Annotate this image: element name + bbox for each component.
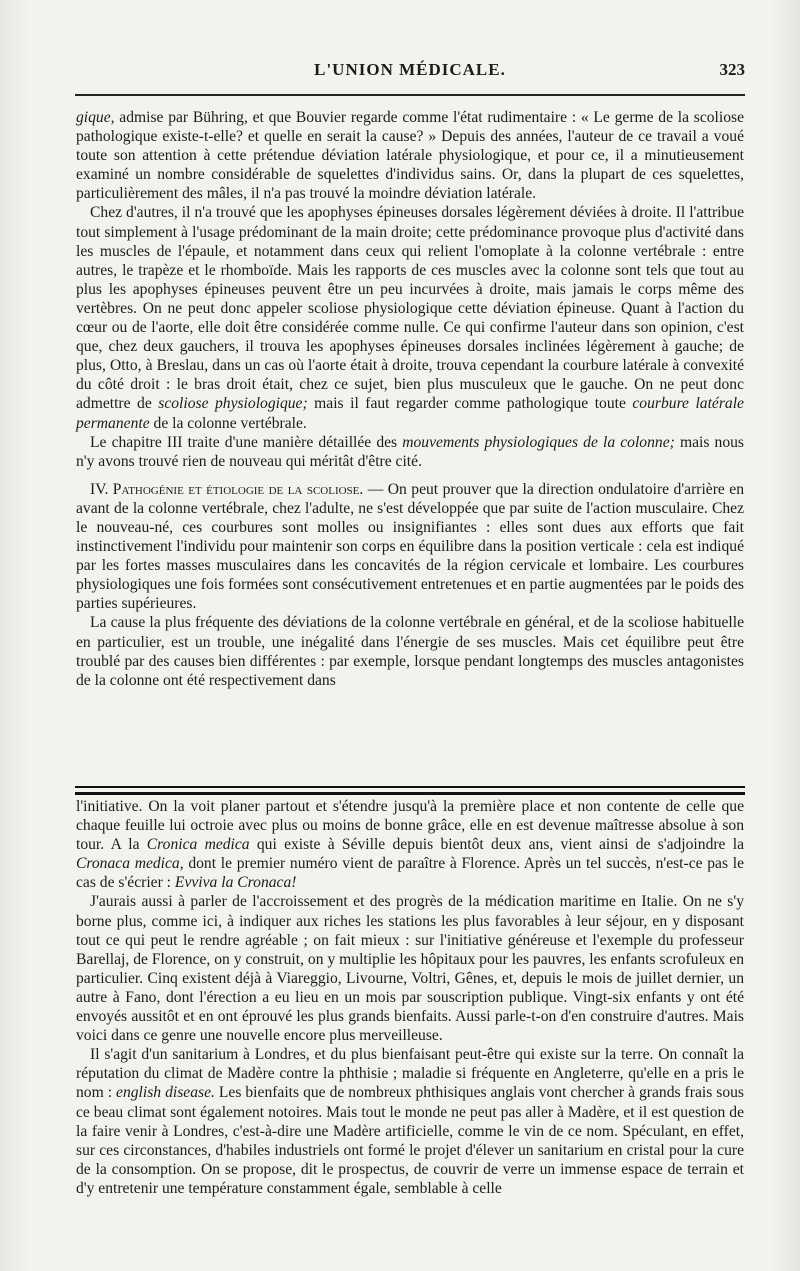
article-column — [76, 108, 744, 690]
italic-text: english disease. — [116, 1084, 215, 1102]
paragraph-text: mais il faut regarder comme pathologique toute — [307, 395, 633, 413]
page-number: 323 — [719, 60, 745, 79]
paragraph-text: Le chapitre III traite d'une manière détaillée des — [90, 433, 403, 451]
paragraph — [76, 797, 744, 892]
feuilleton-separator-thick — [75, 792, 745, 795]
paragraph — [76, 480, 744, 614]
paragraph — [76, 892, 744, 1045]
italic-text: mouvements physiologiques de la colonne; — [402, 433, 675, 451]
paragraph — [76, 203, 744, 432]
paragraph-text: l'initiative. On la voit planer partout et s'étendre jusqu'à la première place et non contente de celle que chaque feuille lui octroie avec plus ou moins de bonne grâce, elle en est devenue maîtresse absolue à son tour. A la — [76, 798, 744, 854]
italic-text: scoliose physiologique; — [158, 395, 308, 413]
paragraph-text: de la colonne vertébrale. — [149, 414, 307, 432]
paragraph — [76, 613, 744, 689]
italic-text: courbure latérale permanente — [76, 395, 744, 432]
running-header — [75, 60, 745, 86]
paragraph-text: admise par Bühring, et que Bouvier regarde comme l'état rudimentaire : « Le germe de la scoliose pathologique existe-t-elle? et quelle en serait la cause? » Depuis des années, l'auteur de ce travail a voué toute son attention à cette prétendue déviation latérale physiologique, et pour ce, il a minutieusement examiné un nombre considérable de squelettes d'individus sains. Or, dans la plupart de ces squelettes, particulièrement des mâles, il n'a pas trouvé la moindre déviation latérale. — [76, 109, 744, 203]
paragraph-text: La cause la plus fréquente des déviations de la colonne vertébrale en général, et de la scoliose habituelle en particulier, est un trouble, une inégalité dans l'énergie de ses muscles. Mais cet équilibre peut être troublé par des causes bien différentes : par exemple, lorsque pendant longtemps des muscles antagonistes de la colonne ont été respectivement dans — [76, 614, 744, 689]
paragraph-text: Il s'agit d'un sanitarium à Londres, et du plus bienfaisant peut-être qui existe sur la terre. On connaît la réputation du climat de Madère contre la phthisie ; maladie si fréquente en Angleterre, qu'elle en a pris le nom : — [76, 1046, 744, 1102]
section-heading: IV. Pathogénie et étiologie de la scoliose. — [90, 480, 364, 498]
paragraph-text: — On peut prouver que la direction ondulatoire d'arrière en avant de la colonne vertébrale, chez l'adulte, ne s'est développée que par suite de l'action musculaire. Chez le nouveau-né, ces courbures sont molles ou insignifiantes : elles sont dues aux efforts que fait instinctivement l'individu pour maintenir son corps en équilibre dans la position verticale : cela est indiqué par les fortes masses musculaires dans les concavités de la région cervicale et lombaire. Les courbures physiologiques une fois formées sont consécutivement entretenues et en partie augmentées par le poids des parties supérieures. — [76, 480, 744, 613]
paragraph-text: qui existe à Séville depuis bientôt deux ans, vient ainsi de s'adjoindre la — [249, 836, 744, 854]
header-rule — [75, 94, 745, 96]
feuilleton-separator-thin — [75, 786, 745, 788]
italic-text: Evviva la Cronaca! — [174, 874, 297, 892]
italic-text: Cronica medica — [146, 836, 250, 854]
paragraph — [76, 108, 744, 203]
paragraph-text: dont le premier numéro vient de paraître à Florence. Après un tel succès, n'est-ce pas le cas de s'écrier : — [76, 855, 744, 892]
paragraph-text: Chez d'autres, il n'a trouvé que les apophyses épineuses dorsales légèrement déviées à droite. Il l'attribue tout simplement à l'usage prédominant de la main droite; cette prédominance provoque plus d'activité dans les muscles de l'épaule, et notamment dans ceux qui relient l'omoplate à la colonne vertébrale : entre autres, le trapèze et le rhomboïde. Mais les rapports de ces muscles avec la colonne sont tels que tout au plus les apophyses épineuses peuvent être un peu incurvées à droite, mais jamais le corps même des vertèbres. On ne peut donc appeler scoliose physiologique cette déviation épineuse. Quant à l'action du cœur ou de l'aorte, elle doit être considérée comme nulle. Ce qui confirme l'auteur dans son opinion, c'est que, chez deux gauchers, il trouva les apophyses épineuses dorsales inclinées légèrement à gauche; de plus, Otto, à Breslau, dans un cas où l'aorte était à droite, trouva cependant la courbure latérale à convexité du côté droit : le bras droit était, chez ce sujet, bien plus musculeux que le gauche. On ne peut donc admettre de — [76, 204, 744, 413]
italic-text: gique, — [76, 109, 115, 126]
journal-title: L'UNION MÉDICALE. — [314, 60, 506, 79]
paragraph-text: Les bienfaits que de nombreux phthisiques anglais vont chercher à grands frais sous ce beau climat sont également notoires. Mais tout le monde ne peut pas aller à Madère, et il est question de la faire venir à Londres, c'est-à-dire une Madère artificielle, comme le vin de ce nom. Spéculant, en effet, sur ces circonstances, d'habiles industriels ont formé le projet d'élever un sanitarium en cristal pour la cure de la consomption. On se propose, dit le prospectus, de couvrir de verre un immense espace de terrain et d'y entretenir une température constamment égale, semblable à celle — [76, 1084, 744, 1197]
paragraph — [76, 433, 744, 471]
paragraph-text: mais nous n'y avons trouvé rien de nouveau qui méritât d'être cité. — [76, 433, 744, 470]
paragraph-text: J'aurais aussi à parler de l'accroissement et des progrès de la médication maritime en Italie. On ne s'y borne plus, comme ici, à indiquer aux riches les stations les plus favorables à leur séjour, en y disposant tout ce qui peut le rendre agréable ; on fait mieux : sur l'initiative généreuse et l'exemple du professeur Barellaj, de Florence, on y construit, on y multiplie les hôpitaux pour les pauvres, les enfants scrofuleux en particulier. Cinq existent déjà à Viareggio, Livourne, Voltri, Gênes, et, depuis le mois de juillet dernier, un autre à Fano, dont l'érection a eu lieu en un mois par souscription publique. Vingt-six enfants y ont été envoyés aussitôt et en ont éprouvé les plus grands bienfaits. Aussi parle-t-on d'en construire d'autres. Mais voici dans ce genre une nouvelle encore plus merveilleuse. — [76, 893, 744, 1045]
feuilleton-column — [76, 797, 744, 1198]
italic-text: Cronaca medica, — [76, 855, 184, 873]
paragraph — [76, 1045, 744, 1198]
